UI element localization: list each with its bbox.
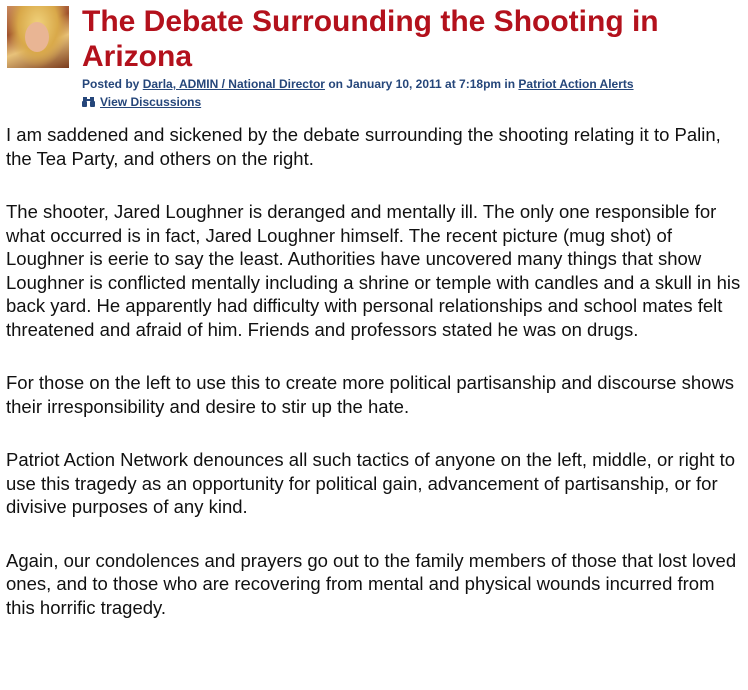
post-meta <box>82 77 634 92</box>
author-avatar[interactable] <box>7 6 69 68</box>
category-link[interactable]: Patriot Action Alerts <box>518 77 634 91</box>
view-discussions-row <box>82 95 201 112</box>
body-paragraph: For those on the left to use this to create more political partisanship and discourse shows their irresponsibility and desire to stir up the hate. <box>6 372 735 417</box>
body-paragraph: I am saddened and sickened by the debate surrounding the shooting relating it to Palin, the Tea Party, and others on the right. <box>6 124 721 169</box>
avatar-face <box>25 22 49 52</box>
body-paragraph: The shooter, Jared Loughner is deranged and mentally ill. The only one responsible for what occurred is in fact, Jared Loughner himself. The recent picture (mug shot) of Loughner is eerie to say the least. Authorities have uncovered many things that show Loughner is conflicted mentally including a shrine or temple with candles and a skull in his back yard. He apparently had difficulty with personal relationships and school mates felt threatened and afraid of him. Friends and professors stated he was on drugs. <box>6 201 741 340</box>
binoculars-icon[interactable] <box>82 96 95 112</box>
view-discussions-link[interactable]: View Discussions <box>100 95 202 109</box>
posted-by-label: Posted by <box>82 77 140 91</box>
post-body <box>6 123 744 649</box>
author-link[interactable]: Darla, ADMIN / National Director <box>142 77 325 91</box>
post-header <box>0 0 748 118</box>
body-paragraph: Again, our condolences and prayers go out to the family members of those that lost loved ones, and to those who are recovering from mental and physical wounds incurred from this horrific tragedy. <box>6 549 737 618</box>
post-title: The Debate Surrounding the Shooting in Arizona <box>82 5 659 73</box>
post-date: on January 10, 2011 at 7:18pm in <box>328 77 516 91</box>
body-paragraph: Patriot Action Network denounces all such tactics of anyone on the left, middle, or right to use this tragedy as an opportunity for political gain, advancement of partisanship, or for divisive purposes of any kind. <box>6 449 736 517</box>
